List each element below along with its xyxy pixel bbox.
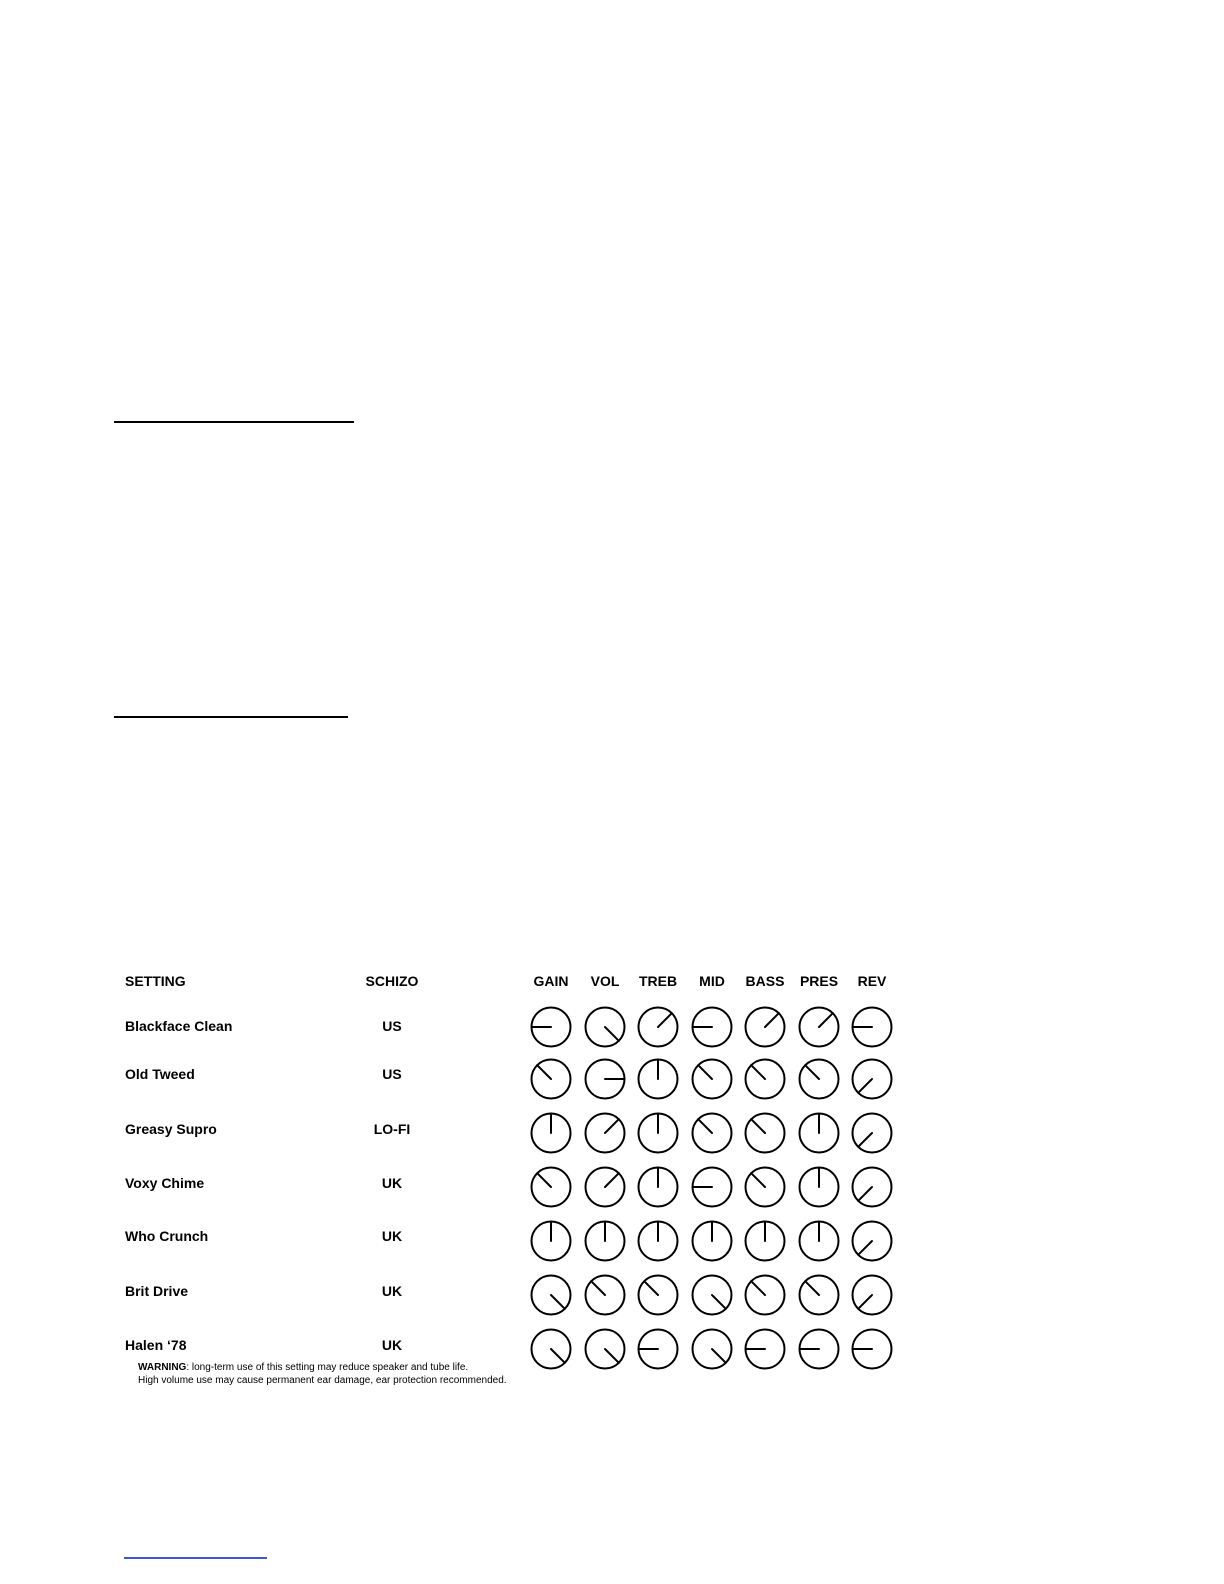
knob-pointer bbox=[591, 1281, 605, 1295]
knob-pres-icon bbox=[800, 1114, 839, 1153]
schizo-value: US bbox=[382, 1066, 402, 1082]
knob-pointer bbox=[805, 1281, 819, 1295]
knob-pointer bbox=[698, 1119, 712, 1133]
knob-vol-icon bbox=[586, 1008, 625, 1047]
knob-treb-icon bbox=[639, 1114, 678, 1153]
knob-vol-icon bbox=[586, 1060, 625, 1099]
knob-pointer bbox=[858, 1133, 872, 1147]
knob-vol-icon bbox=[586, 1114, 625, 1153]
treb-column-header: TREB bbox=[638, 973, 678, 989]
knob-rev-icon bbox=[853, 1222, 892, 1261]
knob-gain-icon bbox=[532, 1008, 571, 1047]
schizo-value: UK bbox=[381, 1228, 403, 1244]
knob-pointer bbox=[605, 1119, 619, 1133]
knob-pointer bbox=[858, 1241, 872, 1255]
knob-gain-icon bbox=[532, 1222, 571, 1261]
setting-name: Who Crunch bbox=[125, 1228, 209, 1244]
horizontal-rule bbox=[114, 421, 354, 423]
bass-column-header: BASS bbox=[745, 973, 785, 989]
knob-treb-icon bbox=[639, 1168, 678, 1207]
setting-name: Voxy Chime bbox=[125, 1175, 205, 1191]
knob-treb-icon bbox=[639, 1330, 678, 1369]
knob-gain-icon bbox=[532, 1114, 571, 1153]
schizo-value: UK bbox=[381, 1175, 403, 1191]
knob-pres-icon bbox=[800, 1008, 839, 1047]
knob-vol-icon bbox=[586, 1168, 625, 1207]
knob-mid-icon bbox=[693, 1114, 732, 1153]
mid-column-header: MID bbox=[699, 973, 725, 989]
knob-pres-icon bbox=[800, 1060, 839, 1099]
knob-treb-icon bbox=[639, 1008, 678, 1047]
knob-pointer bbox=[605, 1349, 619, 1363]
knob-pointer bbox=[819, 1013, 833, 1027]
warning-text-line-2: High volume use may cause permanent ear damage, ear protection recommended. bbox=[138, 1375, 507, 1386]
knob-pointer bbox=[605, 1173, 619, 1187]
setting-name: Greasy Supro bbox=[125, 1121, 217, 1137]
setting-name: Brit Drive bbox=[125, 1283, 189, 1299]
knob-vol-icon bbox=[586, 1330, 625, 1369]
warning-label: WARNING bbox=[138, 1362, 187, 1373]
setting-name: Old Tweed bbox=[125, 1066, 195, 1082]
knob-pointer bbox=[751, 1173, 765, 1187]
knob-treb-icon bbox=[639, 1276, 678, 1315]
knob-mid-icon bbox=[693, 1276, 732, 1315]
knob-pointer bbox=[751, 1281, 765, 1295]
knob-gain-icon bbox=[532, 1168, 571, 1207]
knob-rev-icon bbox=[853, 1008, 892, 1047]
schizo-value: US bbox=[382, 1018, 402, 1034]
knob-gain-icon bbox=[532, 1276, 571, 1315]
knob-vol-icon bbox=[586, 1222, 625, 1261]
rev-column-header: REV bbox=[857, 973, 887, 989]
knob-pres-icon bbox=[800, 1276, 839, 1315]
knob-pointer bbox=[712, 1295, 726, 1309]
knob-bass-icon bbox=[746, 1060, 785, 1099]
knob-treb-icon bbox=[639, 1060, 678, 1099]
knob-mid-icon bbox=[693, 1008, 732, 1047]
knob-vol-icon bbox=[586, 1276, 625, 1315]
knob-pres-icon bbox=[800, 1168, 839, 1207]
knob-pointer bbox=[537, 1065, 551, 1079]
knob-pres-icon bbox=[800, 1330, 839, 1369]
knob-rev-icon bbox=[853, 1114, 892, 1153]
link-underline bbox=[124, 1557, 267, 1559]
knob-rev-icon bbox=[853, 1060, 892, 1099]
knob-pointer bbox=[858, 1295, 872, 1309]
knob-bass-icon bbox=[746, 1330, 785, 1369]
knob-pointer bbox=[658, 1013, 672, 1027]
knob-rev-icon bbox=[853, 1276, 892, 1315]
knob-pointer bbox=[551, 1349, 565, 1363]
schizo-value: UK bbox=[381, 1337, 403, 1353]
warning-text-line-1: : long-term use of this setting may reduce speaker and tube life. bbox=[186, 1362, 469, 1373]
setting-name: Halen ‘78 bbox=[125, 1337, 187, 1353]
knob-pointer bbox=[858, 1187, 872, 1201]
schizo-value: UK bbox=[381, 1283, 403, 1299]
warning-note bbox=[138, 1361, 507, 1387]
knob-rev-icon bbox=[853, 1168, 892, 1207]
knob-pointer bbox=[858, 1079, 872, 1093]
knob-mid-icon bbox=[693, 1168, 732, 1207]
gain-column-header: GAIN bbox=[533, 973, 569, 989]
knob-pointer bbox=[644, 1281, 658, 1295]
setting-name: Blackface Clean bbox=[125, 1018, 233, 1034]
horizontal-rule bbox=[114, 716, 348, 718]
knob-rev-icon bbox=[853, 1330, 892, 1369]
pres-column-header: PRES bbox=[799, 973, 839, 989]
knob-bass-icon bbox=[746, 1276, 785, 1315]
knob-mid-icon bbox=[693, 1060, 732, 1099]
knob-pointer bbox=[712, 1349, 726, 1363]
schizo-column-header: SCHIZO bbox=[365, 973, 419, 989]
knob-pointer bbox=[751, 1119, 765, 1133]
knob-pres-icon bbox=[800, 1222, 839, 1261]
knob-pointer bbox=[805, 1065, 819, 1079]
knob-pointer bbox=[537, 1173, 551, 1187]
knob-bass-icon bbox=[746, 1222, 785, 1261]
knob-gain-icon bbox=[532, 1060, 571, 1099]
knob-treb-icon bbox=[639, 1222, 678, 1261]
vol-column-header: VOL bbox=[590, 973, 620, 989]
knob-mid-icon bbox=[693, 1222, 732, 1261]
knob-pointer bbox=[698, 1065, 712, 1079]
knob-pointer bbox=[765, 1013, 779, 1027]
knob-gain-icon bbox=[532, 1330, 571, 1369]
knob-bass-icon bbox=[746, 1008, 785, 1047]
knob-mid-icon bbox=[693, 1330, 732, 1369]
setting-column-header: SETTING bbox=[125, 973, 186, 989]
knob-pointer bbox=[751, 1065, 765, 1079]
knob-pointer bbox=[551, 1295, 565, 1309]
knob-bass-icon bbox=[746, 1168, 785, 1207]
schizo-value: LO-FI bbox=[373, 1121, 411, 1137]
knob-bass-icon bbox=[746, 1114, 785, 1153]
knob-pointer bbox=[605, 1027, 619, 1041]
